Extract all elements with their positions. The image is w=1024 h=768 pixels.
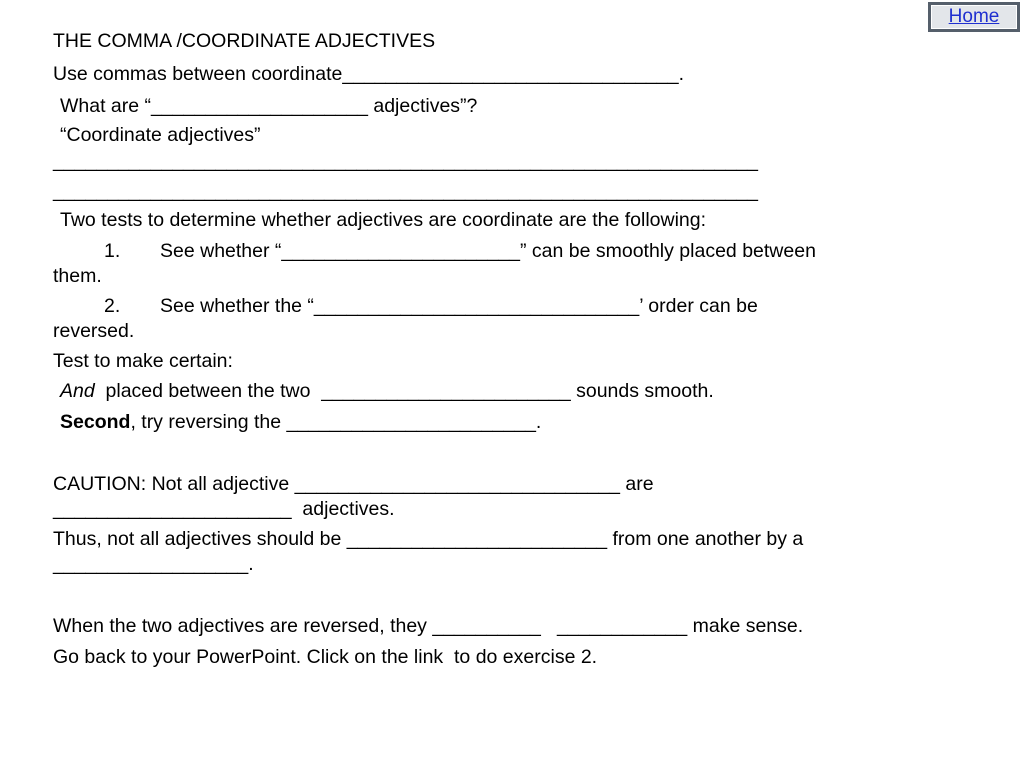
test-2-number: 2. <box>104 295 121 317</box>
home-link[interactable]: Home <box>948 6 1000 27</box>
second-try-rest: , try reversing the _______________________. <box>130 411 542 433</box>
worksheet-title: THE COMMA /COORDINATE ADJECTIVES <box>53 30 436 52</box>
test-1-number: 1. <box>104 240 121 262</box>
line-use-commas: Use commas between coordinate_______________________________. <box>53 63 685 85</box>
line-second-try <box>60 411 1020 433</box>
line-test-certain: Test to make certain: <box>53 350 233 372</box>
and-word: And <box>60 380 95 402</box>
second-word: Second <box>60 411 131 433</box>
line-caution-2: ______________________ adjectives. <box>53 498 395 520</box>
line-what-are: What are “____________________ adjectives”? <box>60 95 478 117</box>
line-and-placed <box>60 380 1020 402</box>
test-2-text: See whether the “______________________________’ order can be <box>160 295 758 317</box>
line-go-back: Go back to your PowerPoint. Click on the link to do exercise 2. <box>53 646 598 668</box>
test-2-wrap: reversed. <box>53 320 135 342</box>
and-placed-rest: placed between the two _______________________ sounds smooth. <box>94 380 714 402</box>
blank-line-2: _________________________________________________________________ <box>53 180 758 202</box>
blank-line-1: _________________________________________________________________ <box>53 150 758 172</box>
test-1-wrap: them. <box>53 265 102 287</box>
line-thus-2: __________________. <box>53 553 254 575</box>
line-coordinate-adjectives: “Coordinate adjectives” <box>60 124 261 146</box>
line-when-reversed: When the two adjectives are reversed, they __________ ____________ make sense. <box>53 615 804 637</box>
line-caution-1: CAUTION: Not all adjective ______________________________ are <box>53 473 654 495</box>
line-two-tests: Two tests to determine whether adjectives are coordinate are the following: <box>60 209 707 231</box>
line-thus-1: Thus, not all adjectives should be ________________________ from one another by a <box>53 528 804 550</box>
test-1-text: See whether “______________________” can be smoothly placed between <box>160 240 816 262</box>
home-button[interactable] <box>928 2 1020 32</box>
